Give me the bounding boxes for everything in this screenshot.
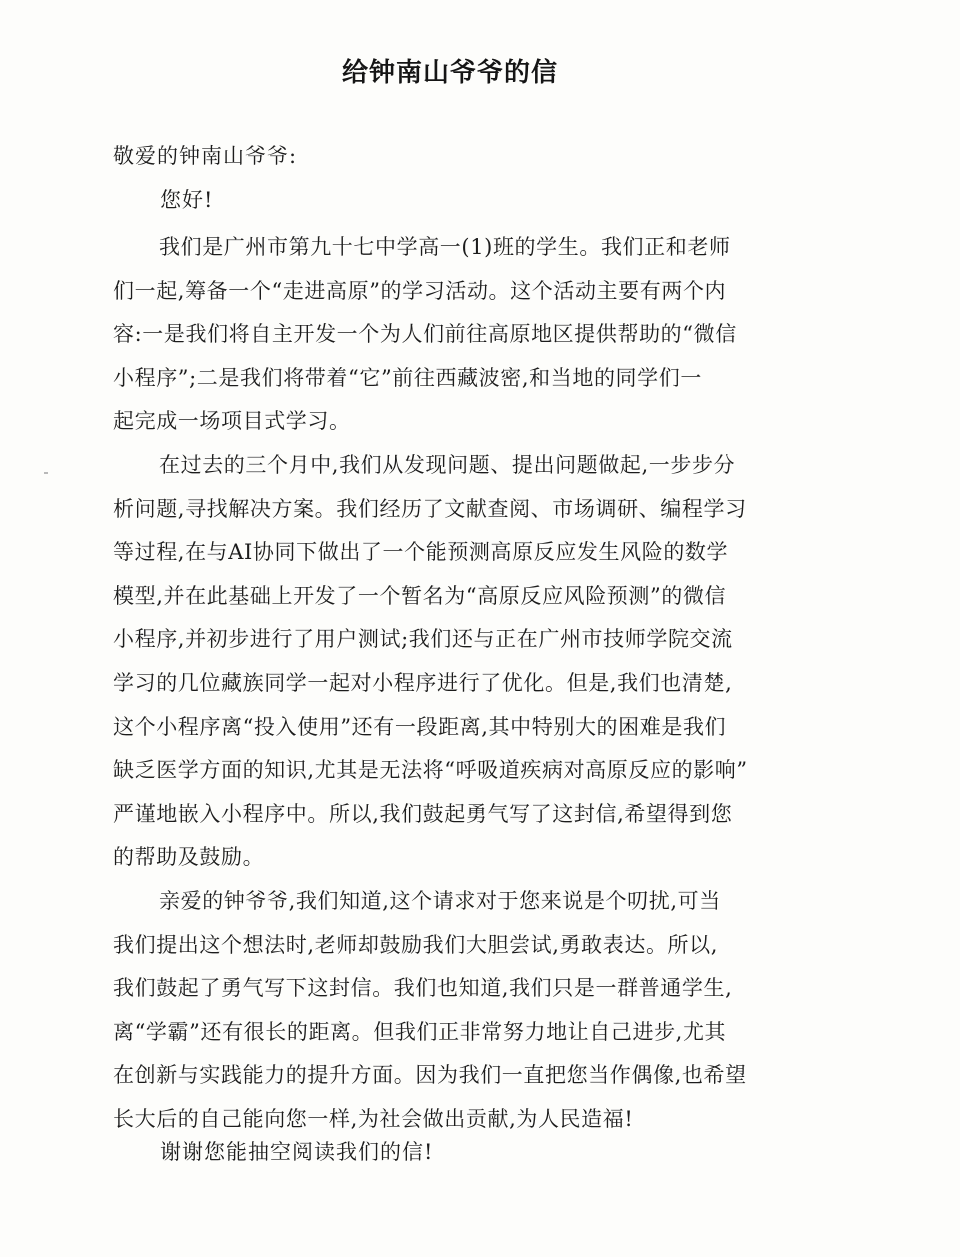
text-line: 小程序”;二是我们将带着“它”前往西藏波密,和当地的同学们一 [113, 365, 702, 390]
text-line: 离“学霸”还有很长的距离。但我们正非常努力地让自己进步,尤其 [113, 1019, 727, 1044]
text-line: 这个小程序离“投入使用”还有一段距离,其中特别大的困难是我们 [113, 714, 727, 739]
letter-body [113, 226, 813, 1141]
text-line: 我们鼓起了勇气写下这封信。我们也知道,我们只是一群普通学生, [113, 976, 733, 1001]
text-line: 我们提出这个想法时,老师却鼓励我们大胆尝试,勇敢表达。所以, [113, 932, 719, 957]
greeting: 您好! [160, 188, 214, 212]
text-line: 们一起,筹备一个“走进高原”的学习活动。这个活动主要有两个内 [113, 278, 727, 303]
text-line: 长大后的自己能向您一样,为社会做出贡献,为人民造福! [113, 1106, 634, 1131]
text-line: 模型,并在此基础上开发了一个暂名为“高原反应风险预测”的微信 [113, 583, 727, 608]
text-line: 在创新与实践能力的提升方面。因为我们一直把您当作偶像,也希望 [113, 1063, 747, 1088]
closing-line: 谢谢您能抽空阅读我们的信! [160, 1140, 434, 1164]
text-line: 在过去的三个月中,我们从发现问题、提出问题做起,一步步分 [159, 452, 736, 477]
text-line: 亲爱的钟爷爷,我们知道,这个请求对于您来说是个叨扰,可当 [159, 888, 721, 913]
text-line: 我们是广州市第九十七中学高一(1)班的学生。我们正和老师 [159, 235, 731, 259]
scan-speck [44, 472, 48, 474]
text-line: 缺乏医学方面的知识,尤其是无法将“呼吸道疾病对高原反应的影响” [113, 758, 748, 783]
letter-title: 给钟南山爷爷的信 [341, 58, 558, 88]
text-line: 小程序,并初步进行了用户测试;我们还与正在广州市技师学院交流 [113, 627, 733, 652]
text-line: 严谨地嵌入小程序中。所以,我们鼓起勇气写了这封信,希望得到您 [113, 801, 733, 826]
text-line: 的帮助及鼓励。 [113, 845, 265, 870]
salutation: 敬爱的钟南山爷爷: [113, 144, 298, 168]
text-line: 等过程,在与AI协同下做出了一个能预测高原反应发生风险的数学 [113, 540, 729, 565]
text-line: 起完成一场项目式学习。 [113, 409, 351, 434]
text-line: 析问题,寻找解决方案。我们经历了文献查阅、市场调研、编程学习 [113, 496, 747, 521]
text-line: 学习的几位藏族同学一起对小程序进行了优化。但是,我们也清楚, [113, 670, 733, 695]
text-line: 容:一是我们将自主开发一个为人们前往高原地区提供帮助的“微信 [113, 322, 737, 347]
